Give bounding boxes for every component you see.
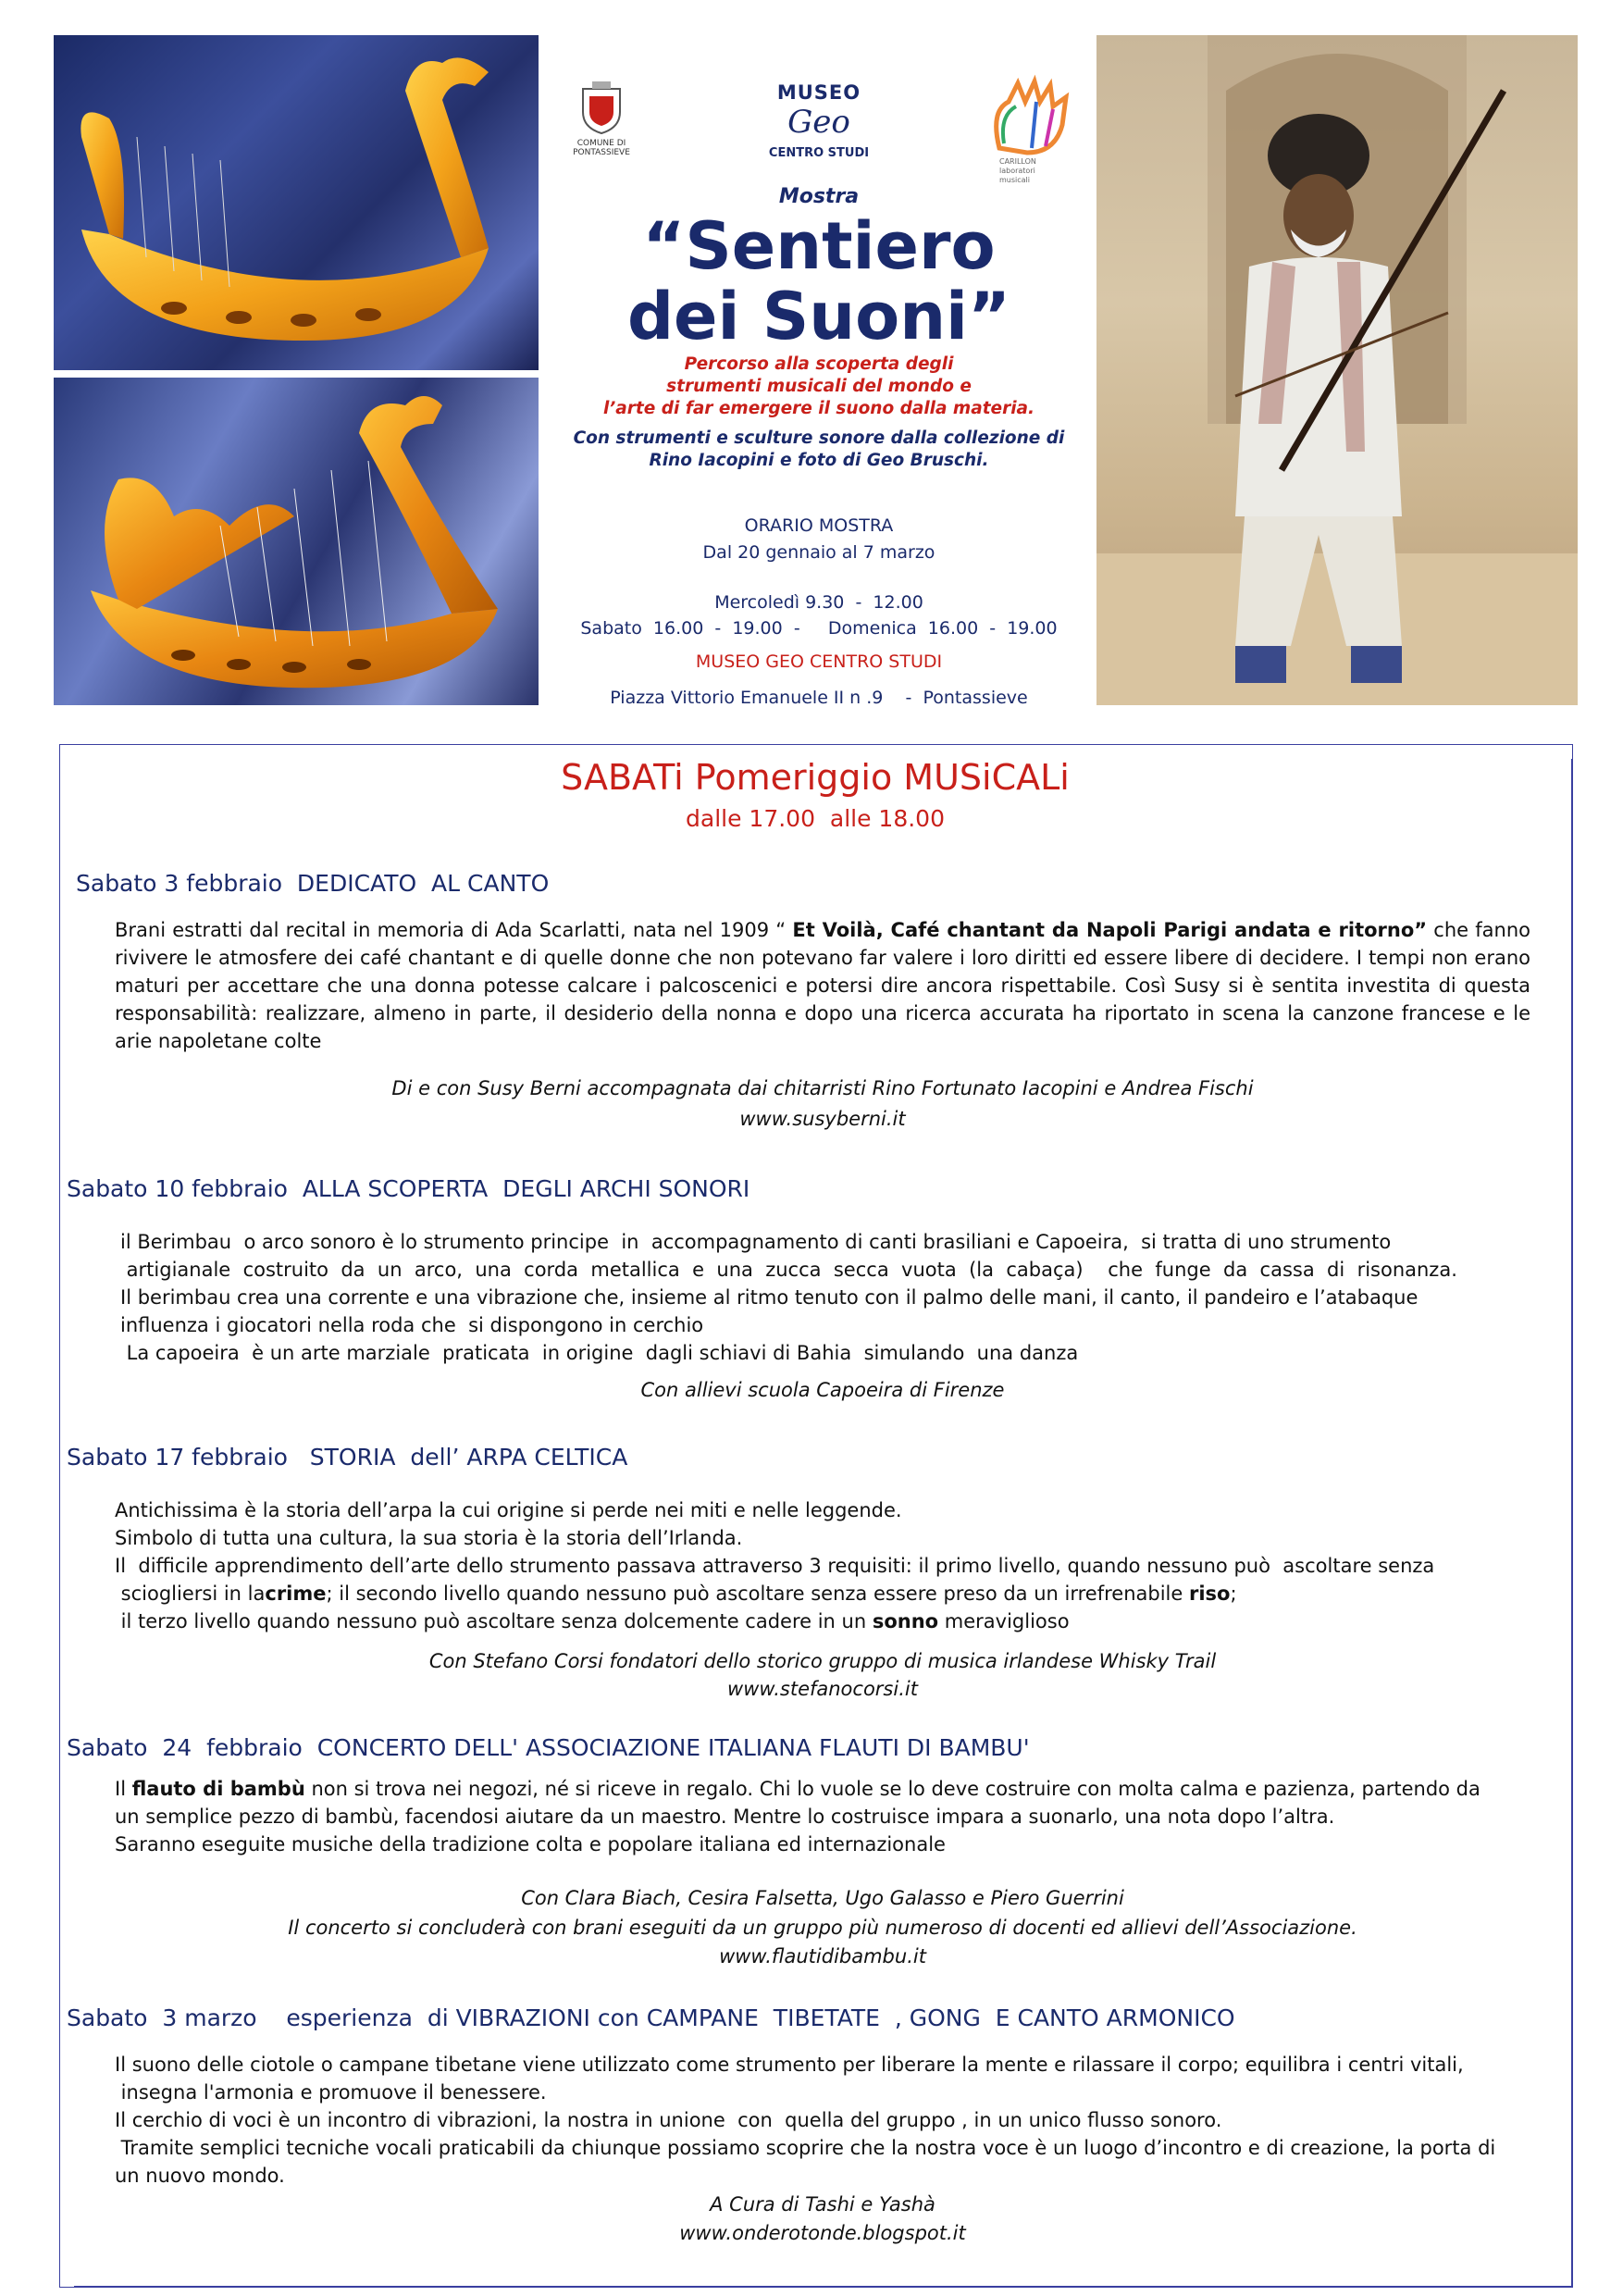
event-text: che fanno rivivere le atmosfere dei café chantant e di quelle donne che non potevano far valere i loro diritti ed essere libere di decidere. I tempi non erano maturi per accettare che una donna potesse calcare i palcoscenici e potersi dire ancora rispettabile. Così Susy si è sentita investita di questa responsabilità: realizzare, almeno in parte, il desiderio della nonna e dopo una ricerca accurata ha riportato in scena la canzone francese e le arie napoletane colte [115,919,1531,1052]
event-credit-note: Il concerto si concluderà con brani eseguiti da un gruppo più numeroso di docenti ed allievi dell’Associazione. [288,1917,1357,1939]
dragon-harp-image-2 [54,378,539,705]
event-heading: Sabato 24 febbraio CONCERTO DELL' ASSOCIAZIONE ITALIANA FLAUTI DI BAMBU' [67,1734,1030,1761]
event-line: insegna l'armonia e promuove il benessere. [115,2081,547,2104]
event-heading: Sabato 10 febbraio ALLA SCOPERTA DEGLI ARCHI SONORI [67,1175,750,1202]
event-line: artigianale costruito da un arco, una corda metallica e una zucca secca vuota (la cabaça) che funge da cassa di risonanza. [120,1259,1457,1281]
event-line: Il difficile apprendimento dell’arte dello strumento passava attraverso 3 requisiti: il primo livello, quando nessuno può ascoltare senza [115,1555,1435,1577]
event-line: Il berimbau crea una corrente e una vibrazione che, insieme al ritmo tenuto con il palmo delle mani, il canto, il pandeiro e l’atabaque [120,1286,1419,1309]
event-line: Il cerchio di voci è un incontro di vibrazioni, la nostra in unione con quella del gruppo , in un unico flusso sonoro. [115,2109,1222,2131]
event-link[interactable]: www.flautidibambu.it [719,1945,926,1967]
venue-address: Piazza Vittorio Emanuele II n .9 - Pontassieve [610,688,1028,708]
museo-title: MUSEO [776,81,861,104]
orario-title: ORARIO MOSTRA [744,515,894,536]
event-text: ; [1230,1582,1237,1605]
event-line: La capoeira è un arte marziale praticata in origine dagli schiavi di Bahia simulando una danza [120,1342,1079,1364]
event-line: Saranno eseguite musiche della tradizione colta e popolare italiana ed internazionale [115,1833,946,1855]
event-text-bold: crime [265,1582,327,1605]
event-description [115,1496,1530,1635]
event-credit: Di e con Susy Berni accompagnata dai chitarristi Rino Fortunato Iacopini e Andrea Fischi [391,1077,1254,1099]
title-line-2: dei Suoni” [626,279,1011,354]
event-description [120,1228,1536,1367]
comune-label: COMUNE DI PONTASSIEVE [573,139,630,157]
photo-dragon-harp-2 [54,378,539,705]
event-credit: Con Stefano Corsi fondatori dello storico gruppo di musica irlandese Whisky Trail [428,1650,1217,1672]
event-description [115,2051,1530,2190]
subtitle-line: l’arte di far emergere il suono dalla materia. [602,399,1035,418]
event-text: non si trova nei negozi, né si riceve in regalo. Chi lo vuole se lo deve costruire con molta calma e pazienza, partendo da [304,1778,1481,1800]
subtitle-line: Rino Iacopini e foto di Geo Bruschi. [649,451,989,470]
dragon-harp-image-1 [54,35,539,370]
event-text-bold: riso [1188,1582,1231,1605]
title-line-1: “Sentiero [642,208,996,284]
event-credit: Con allievi scuola Capoeira di Firenze [640,1379,1005,1401]
subtitle-line: strumenti musicali del mondo e [666,377,972,396]
event-line [115,1607,1530,1635]
event-heading: Sabato 3 marzo esperienza di VIBRAZIONI con CAMPANE TIBETATE , GONG E CANTO ARMONICO [67,2004,1235,2031]
event-credit: A Cura di Tashi e Yashà [710,2193,935,2215]
event-text: Brani estratti dal recital in memoria di Ada Scarlatti, nata nel 1909 “ [115,919,793,941]
venue-name: MUSEO GEO CENTRO STUDI [695,652,943,672]
subtitle-line: Percorso alla scoperta degli [684,354,954,374]
event-line: influenza i giocatori nella roda che si dispongono in cerchio [120,1314,704,1336]
event-text: meraviglioso [938,1610,1070,1632]
photo-dragon-harp-1 [54,35,539,370]
event-line: Antichissima è la storia dell’arpa la cui origine si perde nei miti e nelle leggende. [115,1499,902,1521]
event-text: ; il secondo livello quando nessuno può ascoltare senza essere preso da un irrefrenabile [326,1582,1189,1605]
event-text-bold: Et Voilà, Café chantant da Napoli Parigi andata e ritorno” [792,919,1428,941]
exhibition-title [546,208,1092,354]
event-line: Simbolo di tutta una cultura, la sua storia è la storia dell’Irlanda. [115,1527,743,1549]
event-credit: Con Clara Biach, Cesira Falsetta, Ugo Galasso e Piero Guerrini [521,1887,1124,1909]
event-description [115,916,1530,1055]
event-line: un semplice pezzo di bambù, facendosi aiutare da un maestro. Mentre lo costruisce impara a suonarlo, una nota dopo l’altra. [115,1806,1335,1828]
event-text: il terzo livello quando nessuno può ascoltare senza dolcemente cadere in un [115,1610,873,1632]
orario-weekend: Sabato 16.00 - 19.00 - Domenica 16.00 - 19.00 [580,618,1058,639]
subtitle-collection [546,428,1092,472]
orario-dates: Dal 20 gennaio al 7 marzo [702,542,935,563]
event-text-bold: sonno [872,1610,939,1632]
orario-wednesday: Mercoledì 9.30 - 12.00 [714,592,923,613]
event-text: sciogliersi in la [115,1582,266,1605]
event-heading: Sabato 3 febbraio DEDICATO AL CANTO [76,870,550,897]
musician-image [1096,35,1578,705]
museo-subtitle: CENTRO STUDI [768,146,870,160]
event-heading: Sabato 17 febbraio STORIA dell’ ARPA CELTICA [67,1444,628,1471]
event-line: il Berimbau o arco sonoro è lo strumento principe in accompagnamento di canti brasiliani e Capoeira, si tratta di uno strumento [120,1231,1392,1253]
program-title: SABATi Pomeriggio MUSiCALi [561,757,1070,798]
event-line: Il suono delle ciotole o campane tibetane viene utilizzato come strumento per liberare la mente e rilassare il corpo; equilibra i centri vitali, [115,2054,1464,2076]
mostra-label: Mostra [778,185,860,208]
event-line [115,1580,1530,1607]
event-line [115,1775,1530,1803]
carillon-label: CARILLON laboratori musicali [999,157,1036,184]
event-link[interactable]: www.stefanocorsi.it [727,1678,918,1700]
event-text: Il [115,1778,132,1800]
event-description [115,1775,1530,1858]
event-line: un nuovo mondo. [115,2165,285,2187]
event-text-bold: flauto di bambù [131,1778,305,1800]
photo-musician [1096,35,1578,705]
event-link[interactable]: www.susyberni.it [739,1108,906,1130]
event-link[interactable]: www.onderotonde.blogspot.it [679,2222,966,2244]
subtitle-description [546,354,1092,420]
program-time: dalle 17.00 alle 18.00 [686,805,945,832]
subtitle-line: Con strumenti e sculture sonore dalla collezione di [573,428,1065,448]
museo-geo-logo: Geo [787,104,850,141]
event-line: Tramite semplici tecniche vocali praticabili da chiunque possiamo scoprire che la nostra voce è un luogo d’incontro e di creazione, la porta di [115,2137,1496,2159]
